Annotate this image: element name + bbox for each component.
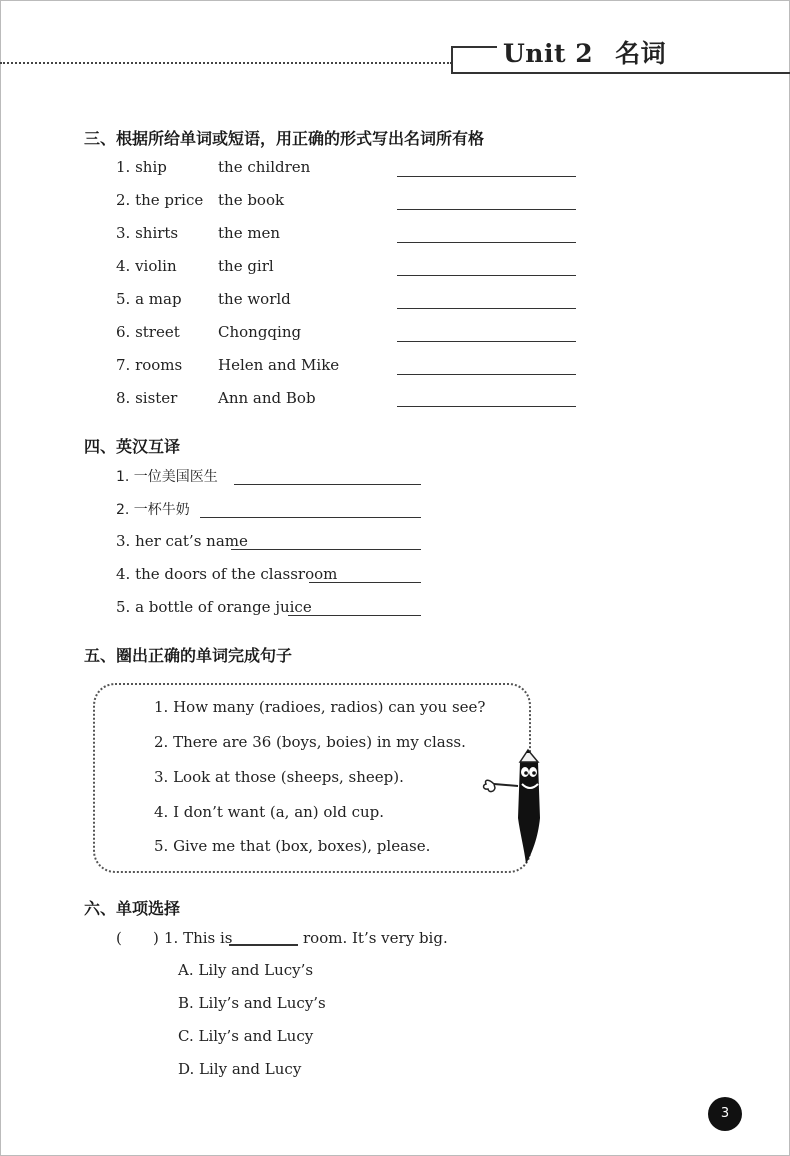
s3-answer-line[interactable] xyxy=(397,242,576,243)
s5-sentence: 4. I don’t want (a, an) old cup. xyxy=(154,803,385,821)
s5-sentence: 5. Give me that (box, boxes), please. xyxy=(154,837,431,855)
s4-answer-line[interactable] xyxy=(309,582,421,583)
section4-title: 四、英汉互译 xyxy=(84,437,181,456)
s3-owner: Chongqing xyxy=(218,323,302,341)
page-number: 3 xyxy=(708,1097,742,1131)
s4-answer-line[interactable] xyxy=(234,484,421,485)
question-blank[interactable] xyxy=(229,944,298,946)
s3-word: 1. ship xyxy=(116,158,167,176)
s3-owner: the girl xyxy=(218,257,274,275)
s3-word: 5. a map xyxy=(116,290,182,308)
s3-answer-line[interactable] xyxy=(397,209,576,210)
s3-answer-line[interactable] xyxy=(397,308,576,309)
option-d[interactable]: D. Lily and Lucy xyxy=(178,1060,302,1078)
question-stem: 1. This is xyxy=(164,929,233,947)
s3-word: 6. street xyxy=(116,323,180,341)
s3-owner: the book xyxy=(218,191,285,209)
s3-word: 2. the price xyxy=(116,191,204,209)
header-dotted-rule xyxy=(0,62,452,64)
s3-word: 8. sister xyxy=(116,389,178,407)
s3-owner: Helen and Mike xyxy=(218,356,340,374)
s3-owner: the men xyxy=(218,224,281,242)
s3-answer-line[interactable] xyxy=(397,275,576,276)
s3-word: 4. violin xyxy=(116,257,177,275)
header-title xyxy=(503,34,666,70)
s4-answer-line[interactable] xyxy=(288,615,421,616)
s4-item: 5. a bottle of orange juice xyxy=(116,598,312,616)
option-b[interactable]: B. Lily’s and Lucy’s xyxy=(178,994,326,1012)
s4-item: 1. 一位美国医生 xyxy=(116,469,218,485)
option-a[interactable]: A. Lily and Lucy’s xyxy=(178,961,314,979)
s3-owner: the world xyxy=(218,290,291,308)
answer-paren-close: ) xyxy=(153,929,159,947)
s4-item: 4. the doors of the classroom xyxy=(116,565,338,583)
s5-sentence: 1. How many (radioes, radios) can you see? xyxy=(154,698,486,716)
pencil-mascot-icon xyxy=(480,748,550,868)
s4-item: 2. 一杯牛奶 xyxy=(116,502,190,518)
s4-item: 3. her cat’s name xyxy=(116,532,248,550)
unit-label: Unit 2 xyxy=(503,39,594,68)
question-stem-end: room. It’s very big. xyxy=(303,929,448,947)
section3-title: 三、根据所给单词或短语，用正确的形式写出名词所有格 xyxy=(84,129,485,148)
s5-sentence: 3. Look at those (sheeps, sheep). xyxy=(154,768,404,786)
option-c[interactable]: C. Lily’s and Lucy xyxy=(178,1027,314,1045)
s3-owner: the children xyxy=(218,158,311,176)
s3-answer-line[interactable] xyxy=(397,176,576,177)
s3-word: 7. rooms xyxy=(116,356,183,374)
section6-title: 六、单项选择 xyxy=(84,899,181,918)
section5-title: 五、圈出正确的单词完成句子 xyxy=(84,646,293,665)
s3-answer-line[interactable] xyxy=(397,374,576,375)
s5-sentence: 2. There are 36 (boys, boies) in my class. xyxy=(154,733,466,751)
s4-answer-line[interactable] xyxy=(231,549,421,550)
s3-word: 3. shirts xyxy=(116,224,179,242)
s3-owner: Ann and Bob xyxy=(218,389,316,407)
topic-label: 名词 xyxy=(615,39,667,68)
s3-answer-line[interactable] xyxy=(397,341,576,342)
answer-paren-open: ( xyxy=(116,929,122,947)
s4-answer-line[interactable] xyxy=(200,517,421,518)
s3-answer-line[interactable] xyxy=(397,406,576,407)
